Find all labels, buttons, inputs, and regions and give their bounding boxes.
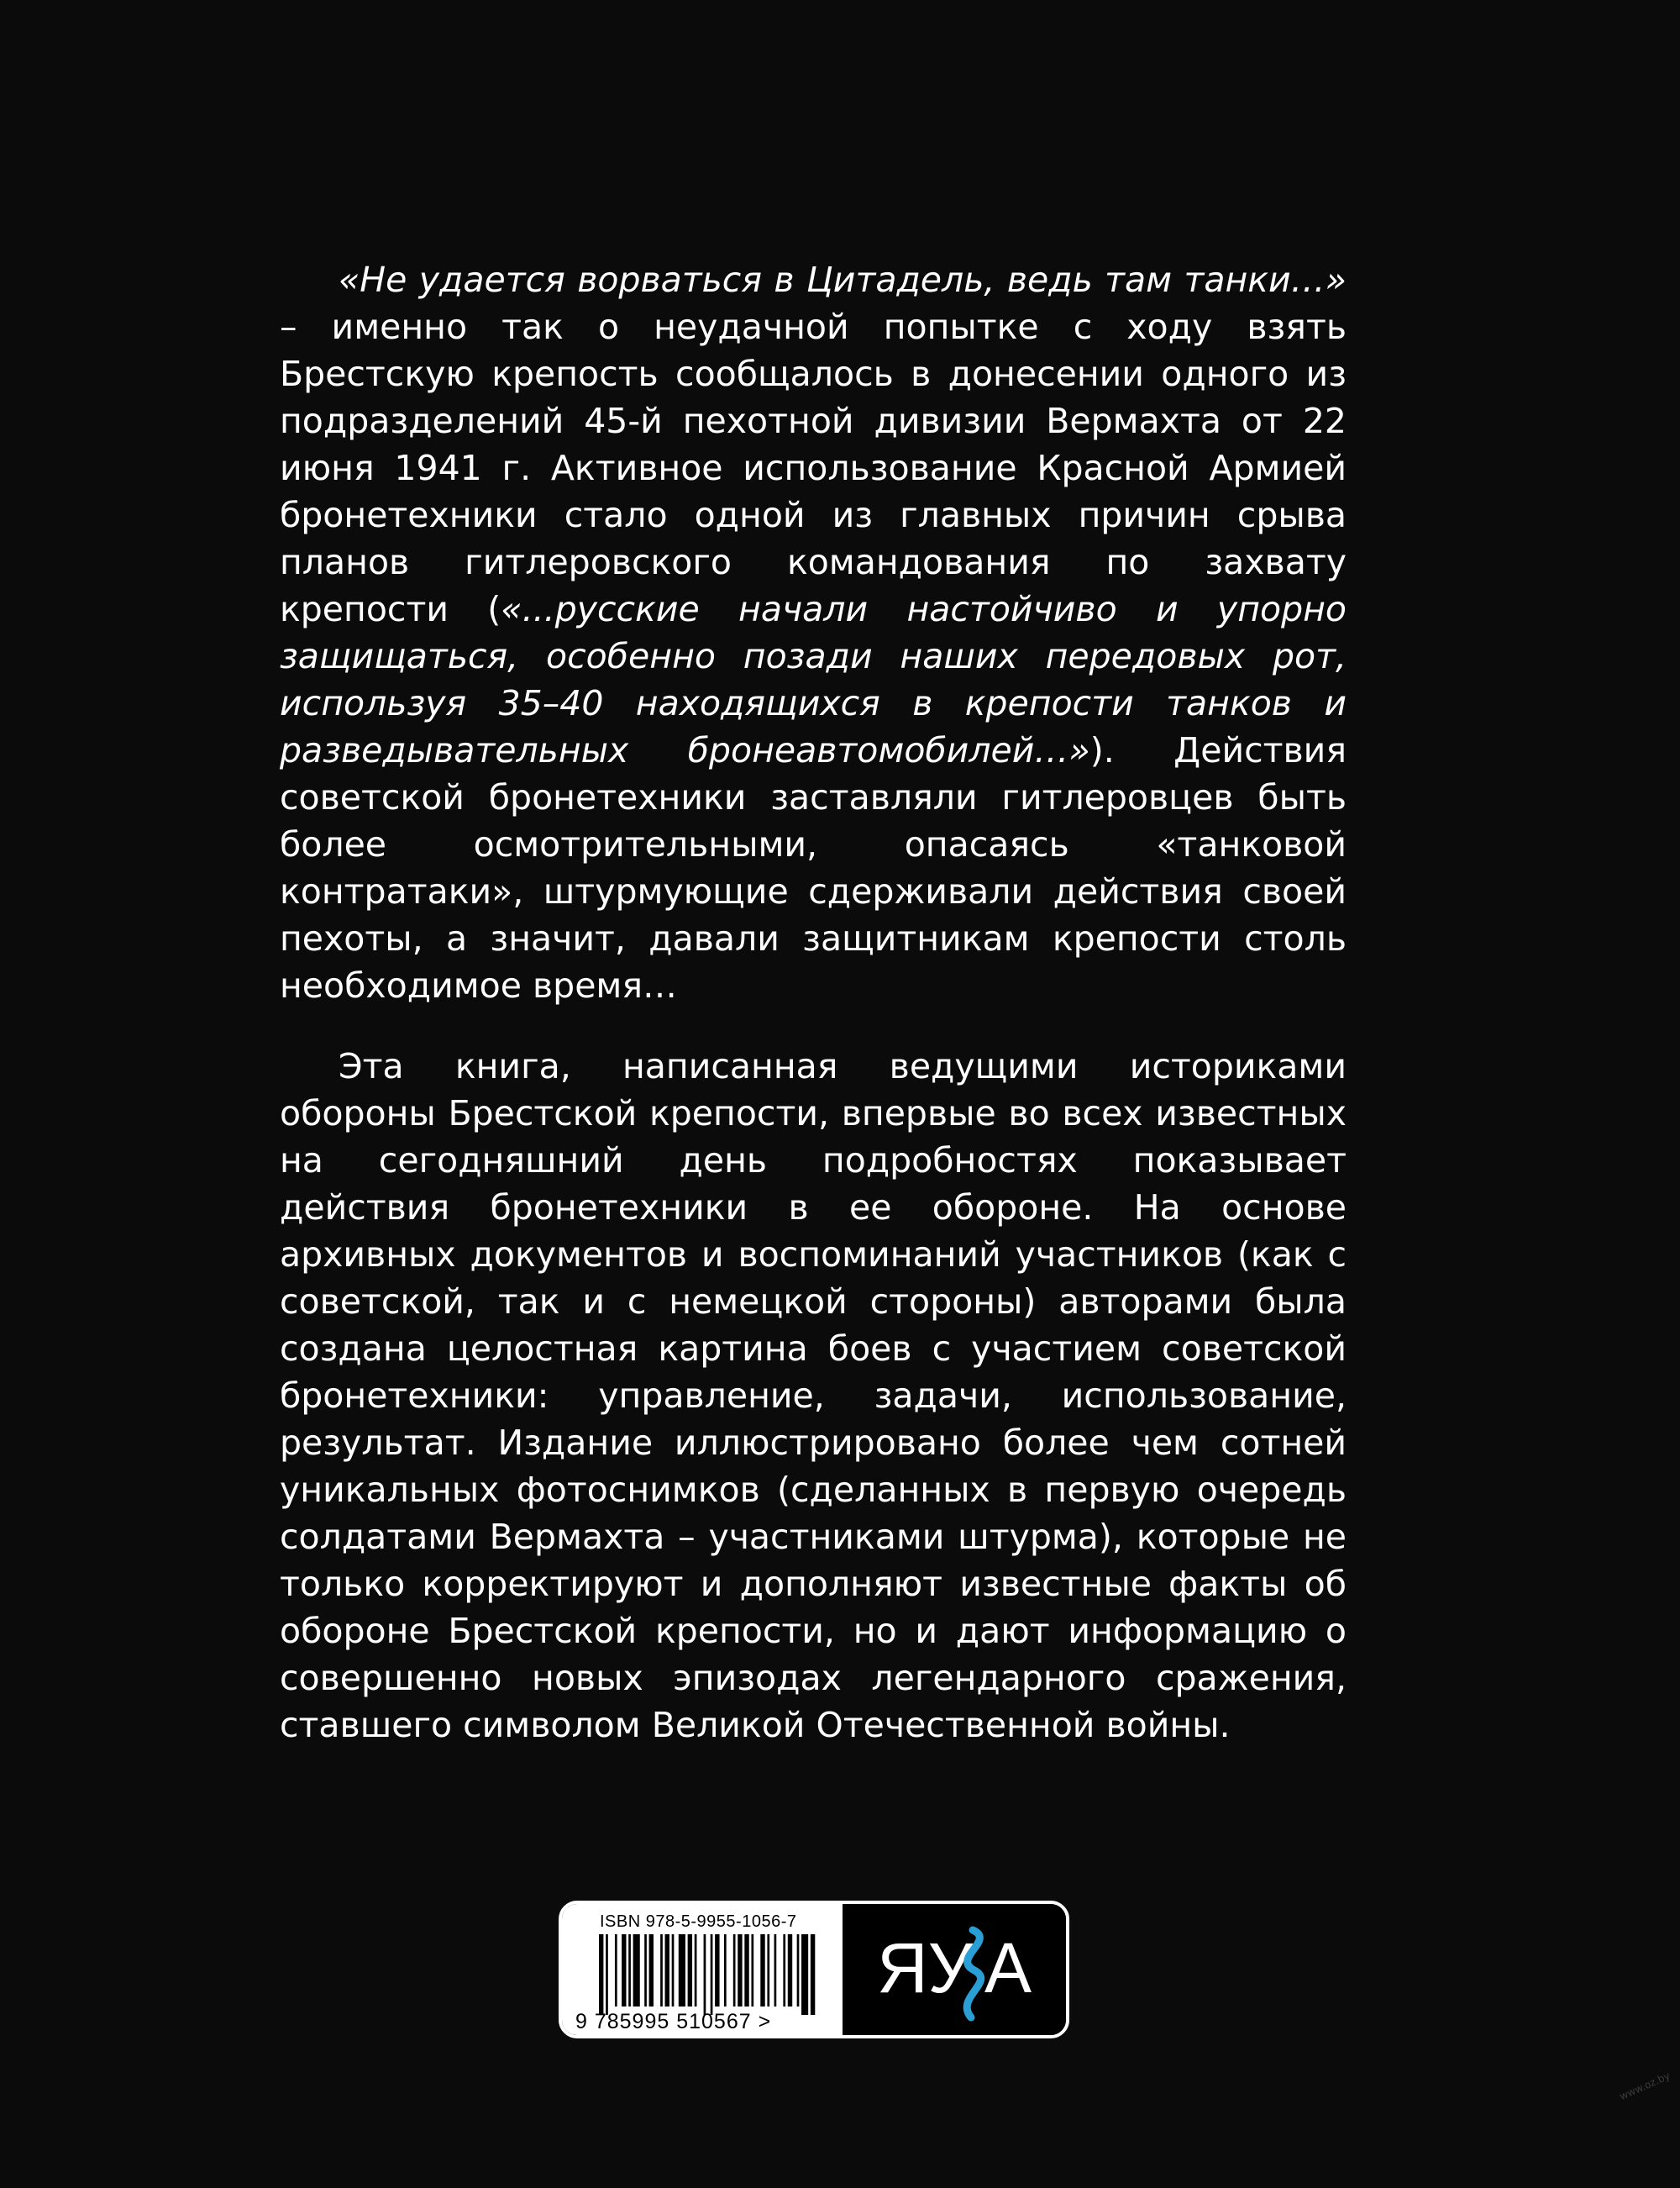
- barcode-bar: [622, 1934, 626, 2007]
- barcode-bar: [788, 1934, 792, 2007]
- barcode-bar: [797, 1934, 800, 2007]
- barcode-bar: [665, 1934, 669, 2007]
- barcode-bar: [715, 1934, 719, 2007]
- barcode-bar: [711, 1934, 713, 2015]
- barcode-bar: [751, 1934, 753, 2007]
- isbn-barcode-block: [559, 1901, 1069, 2038]
- barcode-bar: [801, 1934, 808, 2015]
- isbn-panel: [562, 1904, 843, 2035]
- back-cover-text: [280, 256, 1347, 1749]
- barcode-bar: [760, 1934, 764, 2007]
- quote-open: «Не удается ворваться в Цитадель, ведь там танки…»: [339, 260, 1347, 300]
- quote-inner: «...русские начали настойчиво и упорно защищаться, особенно позади наших передовых рот, используя 35–40 находящихся в крепости танков и разведывательных бронеавтомобилей…»: [280, 589, 1347, 771]
- barcode-bar: [606, 1934, 608, 2015]
- barcode-bar: [633, 1934, 640, 2007]
- logo-letters-left: ЯУ: [877, 1928, 974, 2007]
- paragraph-1-text-1: – именно так о неудачной попытке с ходу взять Брестскую крепость сообщалось в донесении одного из подразделений 45-й пехотной дивизии Вермахта от 22 июня 1941 г. Активное использование Красной Армией бронетехники стало одной из главных причин срыва планов гитлеровского командования по захвату крепости (: [280, 307, 1347, 629]
- barcode-bar: [744, 1934, 748, 2007]
- barcode-bar: [783, 1934, 785, 2007]
- barcode-bar: [733, 1934, 736, 2007]
- barcode-bar: [688, 1934, 692, 2007]
- barcode-bar: [644, 1934, 647, 2007]
- barcode-bar: [599, 1934, 603, 2015]
- barcode-bar: [660, 1934, 663, 2007]
- barcode-bar: [628, 1934, 631, 2007]
- barcode-bar: [704, 1934, 706, 2015]
- barcode-bar: [672, 1934, 675, 2007]
- barcode-bar: [695, 1934, 697, 2007]
- paragraph-book-description: Эта книга, написанная ведущими историками обороны Брестской крепости, впервые во всех известных на сегодняшний день подробностях показывает действия бронетехники в ее обороне. На основе архивных документов и воспоминаний участников (как с советской, так и с немецкой стороны) авторами была создана целостная картина боев с участием советской бронетехники: управление, задачи, использование, результат. Издание иллюстрировано более чем сотней уникальных фотоснимков (сделанных в первую очередь солдатами Вермахта – участниками штурма), которые не только корректируют и дополняют известные факты об обороне Брестской крепости, но и дают информацию о совершенно новых эпизодах легендарного сражения, ставшего символом Великой Отечественной войны.: [280, 1046, 1347, 1745]
- watermark: www.oz.by: [1617, 2070, 1672, 2103]
- publisher-logo: [870, 1915, 1038, 2024]
- publisher-logo-panel: [843, 1904, 1066, 2035]
- isbn-label: ISBN 978-5-9955-1056-7: [600, 1912, 797, 1931]
- barcode-bar: [738, 1934, 742, 2007]
- barcode-bar: [724, 1934, 727, 2007]
- barcode-bar: [679, 1934, 685, 2007]
- barcode-bar: [811, 1934, 815, 2015]
- barcode-bar: [615, 1934, 617, 2007]
- barcode-icon: [599, 1934, 817, 2015]
- barcode-bar: [774, 1934, 777, 2007]
- paragraph-quote: [280, 256, 1347, 1009]
- paragraph-1-text-2: ). Действия советской бронетехники заставляли гитлеровцев быть более осмотрительными, опасаясь «танковой контратаки», штурмующие сдерживали действия своей пехоты, а значит, давали защитникам крепости столь необходимое время…: [280, 730, 1347, 1006]
- barcode-digits: 9 785995 510567 >: [575, 2010, 772, 2033]
- barcode-bar: [767, 1934, 769, 2007]
- logo-letter-right: А: [984, 1928, 1032, 2007]
- barcode-bar: [649, 1934, 654, 2007]
